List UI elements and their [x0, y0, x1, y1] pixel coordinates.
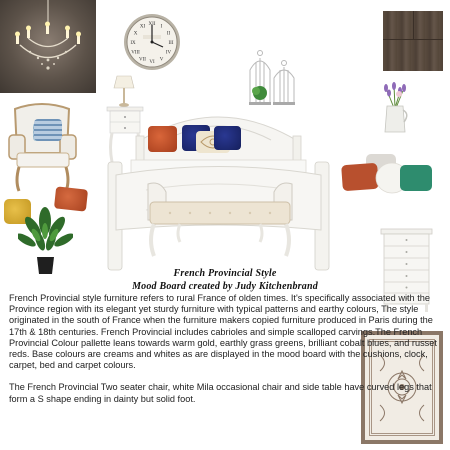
- birdcage-decor: [246, 48, 298, 108]
- clock-numeral: I: [160, 24, 163, 30]
- wall-clock: [123, 13, 181, 71]
- clock-numeral: XI: [139, 24, 146, 30]
- cobalt-cushion-right: [214, 126, 241, 150]
- description-paragraph-2: The French Provincial Two seater chair, white Mila occasional chair and side table have curved legs that form a S shape ending in dainty but solid foot.: [9, 382, 432, 404]
- russet-cushion-bed: [148, 126, 177, 152]
- potted-plant: [18, 205, 73, 275]
- chandelier-image: [0, 0, 96, 93]
- clock-numeral: IV: [165, 50, 172, 56]
- description-paragraph-1: French Provincial style furniture refers to rural France of olden times. It's specifically associated with the Province region with its elegant yet sturdy furniture with typical patterns and earthy colours, The style originated in the south of France when the furniture makers copied furniture produced in Paris during the 17th & 18th centuries. French Provincial includes cabrioles and simple scalloped carvings.The French Provincial Colour pallette leans towards warm gold, earthly grass greens, brilliant cobalt blues, and russet reds. Base colours are creams and whites as are displayed in the mood board with the cushions, clock, carpet, bed and carpet colours.: [9, 293, 437, 371]
- clock-numeral: III: [168, 40, 174, 46]
- clock-numeral: VII: [139, 57, 146, 63]
- clock-numeral: VIII: [131, 50, 140, 56]
- clock-numeral: V: [159, 57, 164, 63]
- clock-numeral: X: [133, 31, 138, 37]
- striped-blue-cushion: [34, 119, 62, 141]
- white-occasional-chair: [5, 101, 80, 193]
- wood-floor-sample: [383, 11, 443, 71]
- clock-numeral: XII: [148, 21, 156, 27]
- board-title: French Provincial Style: [173, 268, 277, 279]
- cushion-group-right: [340, 152, 434, 194]
- two-seater-bench: [140, 178, 300, 258]
- board-subtitle: Mood Board created by Judy Kitchenbrand: [132, 281, 318, 292]
- clock-numeral: VI: [149, 59, 155, 65]
- clock-numeral: IX: [130, 40, 136, 46]
- description-text: [9, 293, 441, 405]
- clock-numeral: II: [166, 31, 171, 37]
- lavender-jug: [378, 82, 412, 134]
